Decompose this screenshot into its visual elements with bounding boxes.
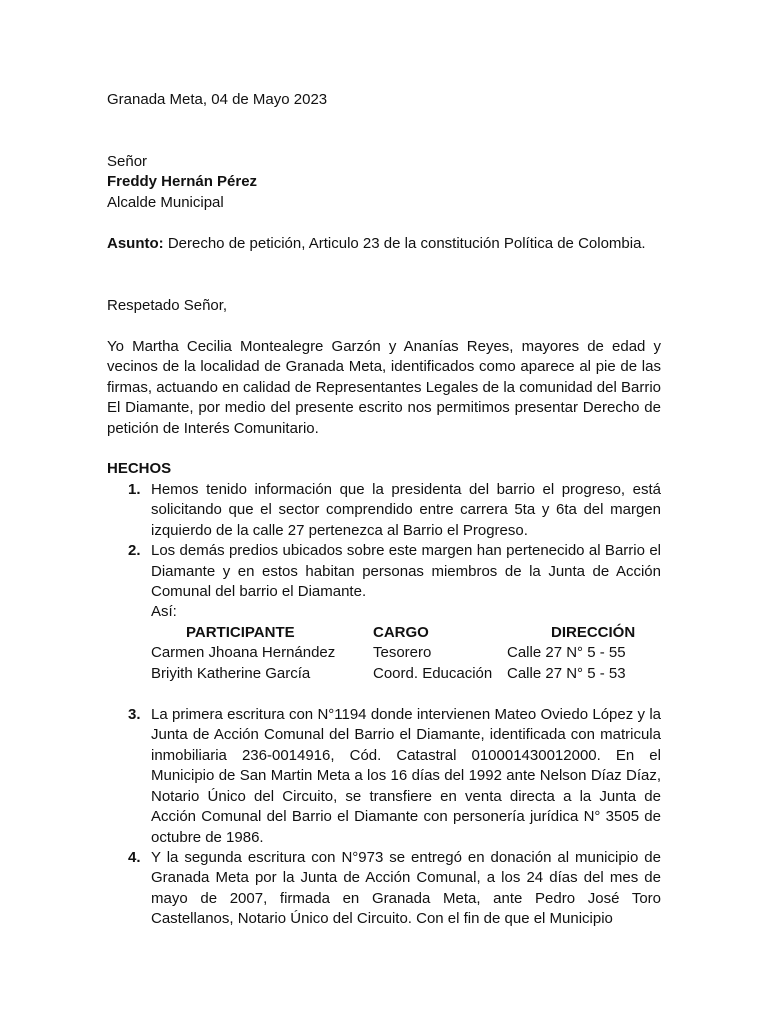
list-item-number: 4. <box>128 848 141 866</box>
date-line <box>107 90 661 110</box>
subject-label: Asunto: <box>107 235 164 252</box>
hechos-list <box>107 480 661 930</box>
table-cell: Carmen Jhoana Hernández <box>151 644 336 662</box>
list-item-number: 3. <box>128 706 141 724</box>
recipient-name: Freddy Hernán Pérez <box>107 173 258 191</box>
column-header-cargo: CARGO <box>373 623 429 641</box>
table-cell: Coord. Educación <box>373 664 493 682</box>
list-item <box>107 480 661 541</box>
hechos-title: HECHOS <box>107 460 172 477</box>
participants-table <box>151 623 657 684</box>
column-header-participante: PARTICIPANTE <box>186 623 295 641</box>
table-cell: Tesorero <box>373 644 432 662</box>
list-item-text: Los demás predios ubicados sobre este margen han pertenecido al Barrio el Diamante y en estos habitan personas miembros de la Junta de Acción Comunal del barrio el Diamante. <box>151 542 661 601</box>
list-item-number: 1. <box>128 481 141 498</box>
list-item-text: La primera escritura con N°1194 donde intervienen Mateo Oviedo López y la Junta de Acción Comunal del Barrio el Diamante, identificada con matricula inmobiliaria 236-0014916, Cód. Catastral 010001430012000. En el Municipio de San Martin Meta a los 16 días del 1992 ante Nelson Díaz Díaz, Notario Único del Circuito, se transfiere en venta directa a la Junta de Acción Comunal del Barrio el Diamante con personería jurídica N° 3505 de octubre de 1986. <box>151 706 661 846</box>
table-cell: Calle 27 N° 5 - 55 <box>507 644 626 662</box>
spacer <box>151 684 661 705</box>
recipient-salutation: Señor <box>107 153 148 170</box>
table-header-row <box>151 623 657 643</box>
list-item <box>107 705 661 848</box>
greeting <box>107 296 661 316</box>
recipient-title: Alcalde Municipal <box>107 193 224 211</box>
list-item-text: Hemos tenido información que la presidenta del barrio el progreso, está solicitando que el sector comprendido entre carrera 5ta y 6ta del margen izquierdo de la calle 27 pertenezca al Barrio el Progreso. <box>151 481 661 539</box>
hechos-heading <box>107 459 661 479</box>
table-row <box>151 643 657 663</box>
greeting-text: Respetado Señor, <box>107 297 228 314</box>
list-item <box>107 541 661 705</box>
recipient-block <box>107 152 661 213</box>
subject-paragraph <box>107 234 661 254</box>
intro-paragraph <box>107 337 661 439</box>
subject-line <box>107 234 661 254</box>
column-header-direccion: DIRECCIÓN <box>551 623 636 641</box>
table-cell: Calle 27 N° 5 - 53 <box>507 664 626 682</box>
list-item-text: Y la segunda escritura con N°973 se entregó en donación al municipio de Granada Meta por la Junta de Acción Comunal, a los 24 días del mes de mayo de 2007, firmada en Granada Meta, ante Pedro José Toro Castellanos, Notario Único del Circuito. Con el fin de que el Municipio <box>151 848 661 928</box>
list-item-number: 2. <box>128 542 141 560</box>
date-text: Granada Meta, 04 de Mayo 2023 <box>107 91 328 108</box>
table-row <box>151 664 657 684</box>
intro-text: Yo Martha Cecilia Montealegre Garzón y Ananías Reyes, mayores de edad y vecinos de la localidad de Granada Meta, identificados como aparece al pie de las firmas, actuando en calidad de Representantes Legales de la comunidad del Barrio El Diamante, por medio del presente escrito nos permitimos presentar Derecho de petición de Interés Comunitario. <box>107 338 661 437</box>
subject-text: Derecho de petición, Articulo 23 de la constitución Política de Colombia. <box>163 235 646 252</box>
list-item-extra: Así: <box>151 603 177 621</box>
list-item <box>107 848 661 930</box>
table-cell: Briyith Katherine García <box>151 664 311 682</box>
